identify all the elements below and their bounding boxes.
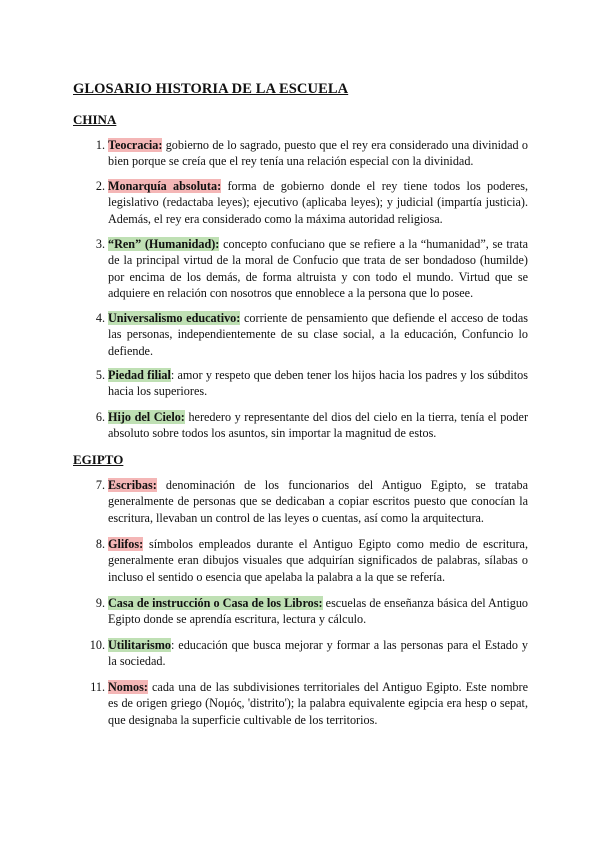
glossary-term: Piedad filial [108, 368, 171, 382]
glossary-item [95, 236, 529, 302]
item-number: 7. [95, 478, 105, 492]
glossary-definition: heredero y representante del dios del cielo en la tierra, tenía el poder absoluto sobre todos los asuntos, sin importar la magnitud de estos. [108, 410, 528, 441]
glossary-term: Nomos: [108, 680, 148, 694]
glossary-definition: escuelas de enseñanza básica del Antiguo Egipto donde se aprendía escritura, lectura y cálculo. [108, 596, 529, 627]
glossary-item [95, 477, 528, 526]
glossary-definition: símbolos empleados durante el Antiguo Egipto como medio de escritura, generalmente eran dibujos visuales que adquirían significados de palabras, sílabas o incluso el sentido o esencia que apelaba la palabra a la que se refería. [108, 537, 528, 584]
glossary-term: Universalismo educativo: [108, 311, 241, 325]
item-number: 6. [95, 410, 105, 424]
glossary-term: Monarquía absoluta: [108, 179, 222, 193]
item-number: 3. [95, 237, 105, 251]
glossary-item [95, 595, 529, 628]
document-title: GLOSARIO HISTORIA DE LA ESCUELA [73, 81, 349, 97]
glossary-term: Casa de instrucción o Casa de los Libros: [108, 596, 323, 610]
item-number: 10. [89, 638, 105, 652]
section-heading-egipto: EGIPTO [73, 452, 124, 467]
item-number: 8. [95, 537, 105, 551]
glossary-definition: denominación de los funcionarios del Antiguo Egipto, se trataba generalmente de personas que se dedicaban a copiar escritos puesto que conocían la escritura, llevaban un control de las leyes o cuentas, así como la arquitectura. [108, 478, 528, 525]
glossary-term: Glifos: [108, 537, 144, 551]
item-number: 1. [95, 138, 105, 152]
glossary-item [95, 536, 528, 585]
glossary-term: “Ren” (Humanidad): [108, 237, 220, 251]
glossary-definition: forma de gobierno donde el rey tiene todos los poderes, legislativo (redactaba leyes); ejecutivo (aplicaba leyes); y judicial (impartía justicia). Además, el rey era considerado como la máxima autoridad religiosa. [108, 179, 528, 226]
glossary-definition: concepto confuciano que se refiere a la “humanidad”, se trata de la principal virtud de la moral de Confucio que trata de ser bondadoso (humilde) por encima de los demás, de forma altruista y con todo el mundo. Virtud que se adquiere en relación con nosotros que ennoblece a la persona que lo posee. [108, 237, 529, 301]
glossary-item [95, 137, 528, 170]
glossary-item [95, 310, 528, 359]
glossary-item [95, 367, 528, 400]
item-number: 11. [90, 680, 105, 694]
section-heading-china: CHINA [73, 112, 117, 127]
glossary-item [95, 178, 528, 227]
glossary-definition: : amor y respeto que deben tener los hijos hacia los padres y los súbditos hacia los superiores. [108, 368, 528, 399]
glossary-term: Hijo del Cielo: [108, 410, 185, 424]
glossary-term: Utilitarismo [108, 638, 171, 652]
item-number: 2. [95, 179, 105, 193]
glossary-definition: cada una de las subdivisiones territoriales del Antiguo Egipto. Este nombre es de origen griego (Νομός, 'distrito'); la palabra equivalente egipcia era hesp o sepat, que designaba la superficie cultivable de los territorios. [108, 680, 528, 727]
glossary-definition: corriente de pensamiento que defiende el acceso de todas las personas, independientemente de su clase social, a la educación, Confuncio lo defiende. [108, 311, 528, 358]
glossary-item [89, 637, 528, 670]
glossary-definition: : educación que busca mejorar y formar a las personas para el Estado y la sociedad. [108, 638, 528, 669]
glossary-item [90, 679, 528, 728]
glossary-term: Escribas: [108, 478, 157, 492]
item-number: 4. [95, 311, 105, 325]
glossary-term: Teocracia: [108, 138, 163, 152]
item-number: 5. [95, 368, 105, 382]
glossary-definition: gobierno de lo sagrado, puesto que el rey era considerado una divinidad o bien porque se creía que el rey tenía una relación especial con la divinidad. [108, 138, 528, 169]
item-number: 9. [95, 596, 105, 610]
glossary-item [95, 409, 528, 442]
